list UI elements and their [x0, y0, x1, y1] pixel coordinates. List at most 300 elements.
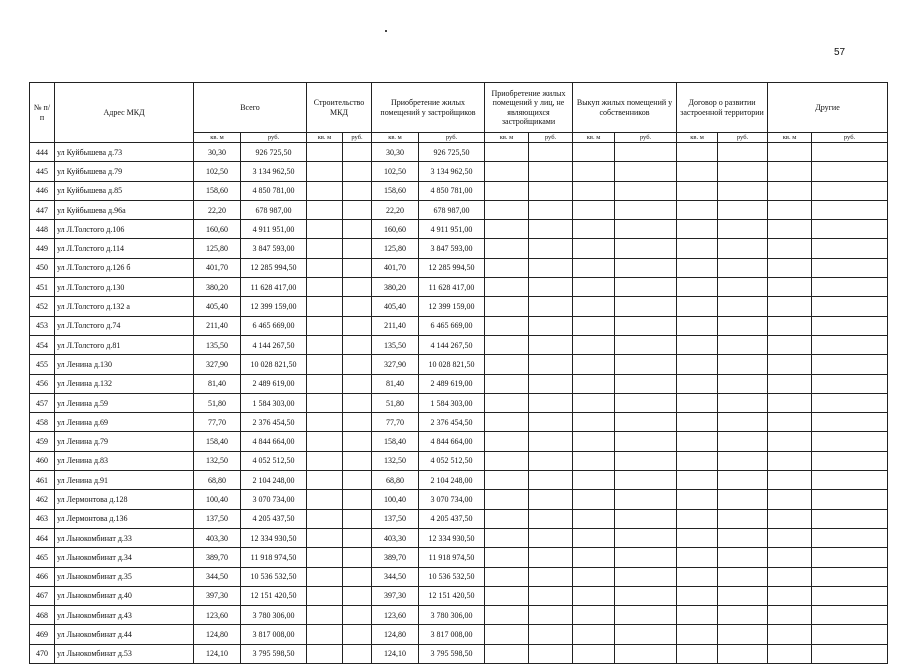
cell-construction-sqm — [307, 258, 343, 277]
cell-construction-sqm — [307, 355, 343, 374]
row-purchase-area: 327,90 — [372, 355, 419, 374]
scan-speck — [385, 30, 387, 32]
cell-contract-sqm — [677, 374, 718, 393]
row-number: 458 — [30, 413, 55, 432]
cell-contract-sqm — [677, 567, 718, 586]
cell-construction-rub — [343, 471, 372, 490]
row-purchase-rub: 10 028 821,50 — [419, 355, 485, 374]
cell-contract-rub — [718, 355, 768, 374]
cell-nondev-sqm — [485, 393, 529, 412]
row-total-rub: 12 285 994,50 — [241, 258, 307, 277]
row-purchase-rub: 11 918 974,50 — [419, 548, 485, 567]
cell-other-rub — [812, 451, 888, 470]
row-number: 452 — [30, 297, 55, 316]
page-number: 57 — [834, 47, 846, 58]
cell-construction-rub — [343, 528, 372, 547]
cell-construction-sqm — [307, 606, 343, 625]
cell-contract-rub — [718, 200, 768, 219]
row-number: 451 — [30, 278, 55, 297]
unit-sqm: кв. м — [307, 133, 343, 143]
cell-buyout-sqm — [573, 393, 615, 412]
row-total-area: 344,50 — [194, 567, 241, 586]
unit-rub: руб. — [718, 133, 768, 143]
cell-other-sqm — [768, 316, 812, 335]
cell-other-rub — [812, 316, 888, 335]
row-total-area: 51,80 — [194, 393, 241, 412]
unit-rub: руб. — [615, 133, 677, 143]
cell-construction-sqm — [307, 162, 343, 181]
row-purchase-rub: 4 144 267,50 — [419, 335, 485, 354]
row-purchase-area: 102,50 — [372, 162, 419, 181]
cell-nondev-sqm — [485, 297, 529, 316]
cell-buyout-rub — [615, 625, 677, 644]
cell-buyout-sqm — [573, 528, 615, 547]
cell-buyout-sqm — [573, 316, 615, 335]
table-row — [30, 471, 888, 490]
cell-other-sqm — [768, 606, 812, 625]
unit-rub: руб. — [812, 133, 888, 143]
cell-contract-rub — [718, 258, 768, 277]
cell-nondev-sqm — [485, 355, 529, 374]
row-address: ул Льнокомбинат д.33 — [55, 528, 194, 547]
row-total-area: 81,40 — [194, 374, 241, 393]
table-row — [30, 528, 888, 547]
header-num: № п/п — [30, 83, 55, 143]
row-purchase-area: 68,80 — [372, 471, 419, 490]
row-address: ул Л.Толстого д.114 — [55, 239, 194, 258]
row-purchase-rub: 3 817 008,00 — [419, 625, 485, 644]
row-address: ул Л.Толстого д.81 — [55, 335, 194, 354]
cell-other-sqm — [768, 278, 812, 297]
cell-nondev-rub — [529, 220, 573, 239]
cell-contract-rub — [718, 393, 768, 412]
row-number: 456 — [30, 374, 55, 393]
cell-other-rub — [812, 490, 888, 509]
cell-construction-sqm — [307, 181, 343, 200]
table-row — [30, 220, 888, 239]
row-purchase-area: 160,60 — [372, 220, 419, 239]
row-number: 466 — [30, 567, 55, 586]
cell-buyout-sqm — [573, 374, 615, 393]
cell-nondev-rub — [529, 451, 573, 470]
row-total-rub: 11 628 417,00 — [241, 278, 307, 297]
row-number: 462 — [30, 490, 55, 509]
table-row — [30, 200, 888, 219]
row-total-area: 68,80 — [194, 471, 241, 490]
cell-contract-sqm — [677, 528, 718, 547]
cell-other-sqm — [768, 162, 812, 181]
row-purchase-area: 30,30 — [372, 143, 419, 162]
table-row — [30, 374, 888, 393]
cell-contract-sqm — [677, 181, 718, 200]
cell-contract-rub — [718, 625, 768, 644]
row-purchase-area: 125,80 — [372, 239, 419, 258]
cell-other-sqm — [768, 567, 812, 586]
row-purchase-rub: 4 844 664,00 — [419, 432, 485, 451]
cell-other-rub — [812, 220, 888, 239]
row-total-rub: 3 795 598,50 — [241, 644, 307, 663]
unit-rub: руб. — [343, 133, 372, 143]
row-number: 465 — [30, 548, 55, 567]
cell-buyout-rub — [615, 355, 677, 374]
cell-construction-sqm — [307, 316, 343, 335]
table-row — [30, 143, 888, 162]
cell-other-sqm — [768, 528, 812, 547]
cell-contract-rub — [718, 567, 768, 586]
cell-buyout-sqm — [573, 625, 615, 644]
unit-sqm: кв. м — [372, 133, 419, 143]
header-address: Адрес МКД — [55, 83, 194, 143]
row-number: 469 — [30, 625, 55, 644]
unit-rub: руб. — [419, 133, 485, 143]
cell-construction-rub — [343, 143, 372, 162]
cell-buyout-sqm — [573, 606, 615, 625]
cell-contract-sqm — [677, 586, 718, 605]
cell-contract-sqm — [677, 316, 718, 335]
cell-buyout-rub — [615, 548, 677, 567]
row-total-area: 401,70 — [194, 258, 241, 277]
row-address: ул Льнокомбинат д.53 — [55, 644, 194, 663]
cell-contract-rub — [718, 490, 768, 509]
cell-other-rub — [812, 181, 888, 200]
row-total-area: 397,30 — [194, 586, 241, 605]
cell-other-sqm — [768, 143, 812, 162]
cell-construction-sqm — [307, 451, 343, 470]
cell-buyout-rub — [615, 258, 677, 277]
cell-construction-rub — [343, 644, 372, 663]
cell-buyout-sqm — [573, 335, 615, 354]
cell-nondev-rub — [529, 200, 573, 219]
cell-nondev-sqm — [485, 509, 529, 528]
row-number: 461 — [30, 471, 55, 490]
row-purchase-rub: 1 584 303,00 — [419, 393, 485, 412]
row-address: ул Ленина д.59 — [55, 393, 194, 412]
row-total-area: 100,40 — [194, 490, 241, 509]
row-number: 459 — [30, 432, 55, 451]
cell-nondev-rub — [529, 143, 573, 162]
cell-contract-rub — [718, 471, 768, 490]
cell-buyout-rub — [615, 181, 677, 200]
row-purchase-rub: 4 052 512,50 — [419, 451, 485, 470]
cell-contract-rub — [718, 181, 768, 200]
cell-contract-sqm — [677, 471, 718, 490]
row-purchase-rub: 3 070 734,00 — [419, 490, 485, 509]
row-purchase-area: 403,30 — [372, 528, 419, 547]
cell-buyout-sqm — [573, 220, 615, 239]
table-row — [30, 413, 888, 432]
cell-other-sqm — [768, 451, 812, 470]
cell-nondev-rub — [529, 335, 573, 354]
row-purchase-rub: 4 911 951,00 — [419, 220, 485, 239]
cell-nondev-sqm — [485, 471, 529, 490]
cell-nondev-rub — [529, 413, 573, 432]
cell-buyout-rub — [615, 451, 677, 470]
row-number: 449 — [30, 239, 55, 258]
cell-contract-rub — [718, 278, 768, 297]
row-total-area: 403,30 — [194, 528, 241, 547]
cell-other-sqm — [768, 200, 812, 219]
row-total-area: 22,20 — [194, 200, 241, 219]
row-purchase-area: 344,50 — [372, 567, 419, 586]
row-total-area: 380,20 — [194, 278, 241, 297]
row-purchase-area: 389,70 — [372, 548, 419, 567]
cell-contract-sqm — [677, 644, 718, 663]
row-purchase-rub: 2 376 454,50 — [419, 413, 485, 432]
row-number: 446 — [30, 181, 55, 200]
cell-buyout-rub — [615, 644, 677, 663]
cell-construction-sqm — [307, 471, 343, 490]
row-number: 455 — [30, 355, 55, 374]
cell-contract-rub — [718, 528, 768, 547]
row-address: ул Льнокомбинат д.40 — [55, 586, 194, 605]
unit-rub: руб. — [241, 133, 307, 143]
cell-nondev-sqm — [485, 278, 529, 297]
row-purchase-rub: 3 795 598,50 — [419, 644, 485, 663]
cell-buyout-sqm — [573, 644, 615, 663]
row-address: ул Льнокомбинат д.35 — [55, 567, 194, 586]
cell-contract-rub — [718, 162, 768, 181]
row-purchase-rub: 2 489 619,00 — [419, 374, 485, 393]
cell-construction-rub — [343, 278, 372, 297]
cell-nondev-sqm — [485, 335, 529, 354]
cell-buyout-sqm — [573, 451, 615, 470]
cell-construction-rub — [343, 567, 372, 586]
cell-nondev-sqm — [485, 143, 529, 162]
cell-buyout-rub — [615, 432, 677, 451]
cell-other-rub — [812, 374, 888, 393]
row-total-rub: 12 151 420,50 — [241, 586, 307, 605]
cell-other-sqm — [768, 297, 812, 316]
row-purchase-area: 137,50 — [372, 509, 419, 528]
row-total-area: 132,50 — [194, 451, 241, 470]
row-total-rub: 678 987,00 — [241, 200, 307, 219]
cell-construction-rub — [343, 606, 372, 625]
cell-buyout-rub — [615, 278, 677, 297]
table-row — [30, 355, 888, 374]
cell-nondev-rub — [529, 181, 573, 200]
cell-construction-rub — [343, 451, 372, 470]
cell-nondev-rub — [529, 548, 573, 567]
cell-nondev-rub — [529, 509, 573, 528]
cell-other-sqm — [768, 490, 812, 509]
cell-contract-sqm — [677, 162, 718, 181]
table-row — [30, 297, 888, 316]
header-construction: Строительство МКД — [307, 83, 372, 133]
cell-construction-sqm — [307, 644, 343, 663]
row-purchase-rub: 6 465 669,00 — [419, 316, 485, 335]
row-total-rub: 11 918 974,50 — [241, 548, 307, 567]
cell-other-sqm — [768, 355, 812, 374]
row-purchase-rub: 2 104 248,00 — [419, 471, 485, 490]
row-address: ул Льнокомбинат д.34 — [55, 548, 194, 567]
table-row — [30, 509, 888, 528]
cell-buyout-rub — [615, 220, 677, 239]
cell-contract-sqm — [677, 606, 718, 625]
cell-buyout-rub — [615, 567, 677, 586]
cell-buyout-sqm — [573, 586, 615, 605]
cell-buyout-rub — [615, 143, 677, 162]
cell-other-rub — [812, 297, 888, 316]
row-purchase-rub: 12 399 159,00 — [419, 297, 485, 316]
cell-nondev-sqm — [485, 606, 529, 625]
cell-buyout-sqm — [573, 548, 615, 567]
row-address: ул Куйбышева д.79 — [55, 162, 194, 181]
cell-nondev-sqm — [485, 490, 529, 509]
cell-nondev-sqm — [485, 162, 529, 181]
row-total-area: 211,40 — [194, 316, 241, 335]
row-purchase-rub: 12 285 994,50 — [419, 258, 485, 277]
row-purchase-rub: 12 151 420,50 — [419, 586, 485, 605]
cell-construction-sqm — [307, 297, 343, 316]
table-row — [30, 181, 888, 200]
cell-buyout-rub — [615, 297, 677, 316]
cell-other-rub — [812, 528, 888, 547]
row-purchase-rub: 926 725,50 — [419, 143, 485, 162]
housing-table — [29, 82, 888, 664]
row-address: ул Л.Толстого д.74 — [55, 316, 194, 335]
row-number: 448 — [30, 220, 55, 239]
row-total-area: 123,60 — [194, 606, 241, 625]
cell-nondev-sqm — [485, 413, 529, 432]
cell-construction-rub — [343, 432, 372, 451]
cell-buyout-rub — [615, 471, 677, 490]
row-purchase-area: 158,40 — [372, 432, 419, 451]
row-purchase-area: 123,60 — [372, 606, 419, 625]
row-total-rub: 4 844 664,00 — [241, 432, 307, 451]
cell-construction-sqm — [307, 239, 343, 258]
cell-other-sqm — [768, 374, 812, 393]
row-total-area: 135,50 — [194, 335, 241, 354]
cell-construction-rub — [343, 335, 372, 354]
cell-contract-sqm — [677, 297, 718, 316]
cell-construction-rub — [343, 509, 372, 528]
row-address: ул Куйбышева д.96а — [55, 200, 194, 219]
row-total-rub: 1 584 303,00 — [241, 393, 307, 412]
cell-buyout-rub — [615, 316, 677, 335]
cell-nondev-sqm — [485, 316, 529, 335]
table-row — [30, 586, 888, 605]
cell-nondev-rub — [529, 606, 573, 625]
row-number: 470 — [30, 644, 55, 663]
cell-buyout-rub — [615, 528, 677, 547]
row-purchase-rub: 4 205 437,50 — [419, 509, 485, 528]
cell-contract-sqm — [677, 509, 718, 528]
row-total-rub: 3 134 962,50 — [241, 162, 307, 181]
cell-nondev-rub — [529, 393, 573, 412]
table-row — [30, 162, 888, 181]
row-total-rub: 2 104 248,00 — [241, 471, 307, 490]
cell-other-rub — [812, 162, 888, 181]
row-address: ул Л.Толстого д.130 — [55, 278, 194, 297]
cell-buyout-rub — [615, 374, 677, 393]
row-purchase-rub: 3 847 593,00 — [419, 239, 485, 258]
cell-other-rub — [812, 143, 888, 162]
cell-construction-sqm — [307, 432, 343, 451]
cell-contract-sqm — [677, 335, 718, 354]
cell-contract-sqm — [677, 355, 718, 374]
row-total-rub: 4 052 512,50 — [241, 451, 307, 470]
cell-other-rub — [812, 200, 888, 219]
row-total-rub: 3 070 734,00 — [241, 490, 307, 509]
cell-construction-sqm — [307, 413, 343, 432]
row-purchase-rub: 10 536 532,50 — [419, 567, 485, 586]
cell-buyout-sqm — [573, 490, 615, 509]
cell-nondev-sqm — [485, 548, 529, 567]
row-total-rub: 10 536 532,50 — [241, 567, 307, 586]
row-purchase-rub: 12 334 930,50 — [419, 528, 485, 547]
cell-contract-sqm — [677, 239, 718, 258]
row-total-rub: 3 780 306,00 — [241, 606, 307, 625]
cell-buyout-rub — [615, 239, 677, 258]
unit-sqm: кв. м — [194, 133, 241, 143]
row-total-rub: 4 144 267,50 — [241, 335, 307, 354]
cell-contract-rub — [718, 644, 768, 663]
cell-contract-rub — [718, 374, 768, 393]
row-address: ул Л.Толстого д.126 б — [55, 258, 194, 277]
cell-contract-sqm — [677, 548, 718, 567]
cell-buyout-rub — [615, 490, 677, 509]
row-number: 447 — [30, 200, 55, 219]
row-address: ул Куйбышева д.73 — [55, 143, 194, 162]
cell-buyout-sqm — [573, 297, 615, 316]
row-purchase-area: 81,40 — [372, 374, 419, 393]
row-purchase-area: 132,50 — [372, 451, 419, 470]
row-purchase-rub: 11 628 417,00 — [419, 278, 485, 297]
cell-buyout-sqm — [573, 278, 615, 297]
row-purchase-rub: 4 850 781,00 — [419, 181, 485, 200]
cell-other-sqm — [768, 625, 812, 644]
row-total-rub: 2 376 454,50 — [241, 413, 307, 432]
cell-nondev-rub — [529, 528, 573, 547]
cell-construction-sqm — [307, 567, 343, 586]
table-row — [30, 606, 888, 625]
cell-buyout-sqm — [573, 355, 615, 374]
cell-other-sqm — [768, 644, 812, 663]
table-row — [30, 335, 888, 354]
cell-construction-sqm — [307, 374, 343, 393]
table-row — [30, 625, 888, 644]
row-address: ул Лермонтова д.128 — [55, 490, 194, 509]
cell-contract-rub — [718, 413, 768, 432]
cell-buyout-rub — [615, 393, 677, 412]
cell-other-sqm — [768, 258, 812, 277]
row-purchase-area: 51,80 — [372, 393, 419, 412]
cell-buyout-sqm — [573, 239, 615, 258]
row-purchase-rub: 678 987,00 — [419, 200, 485, 219]
row-address: ул Ленина д.130 — [55, 355, 194, 374]
cell-construction-rub — [343, 548, 372, 567]
cell-other-rub — [812, 258, 888, 277]
row-number: 444 — [30, 143, 55, 162]
cell-other-rub — [812, 606, 888, 625]
cell-nondev-sqm — [485, 258, 529, 277]
cell-construction-rub — [343, 586, 372, 605]
cell-construction-rub — [343, 374, 372, 393]
row-number: 453 — [30, 316, 55, 335]
cell-buyout-sqm — [573, 258, 615, 277]
cell-nondev-sqm — [485, 200, 529, 219]
cell-other-sqm — [768, 393, 812, 412]
row-address: ул Л.Толстого д.106 — [55, 220, 194, 239]
cell-other-rub — [812, 471, 888, 490]
cell-construction-rub — [343, 490, 372, 509]
row-total-rub: 12 399 159,00 — [241, 297, 307, 316]
row-purchase-area: 405,40 — [372, 297, 419, 316]
cell-nondev-sqm — [485, 374, 529, 393]
row-address: ул Ленина д.69 — [55, 413, 194, 432]
cell-construction-rub — [343, 297, 372, 316]
cell-other-rub — [812, 509, 888, 528]
